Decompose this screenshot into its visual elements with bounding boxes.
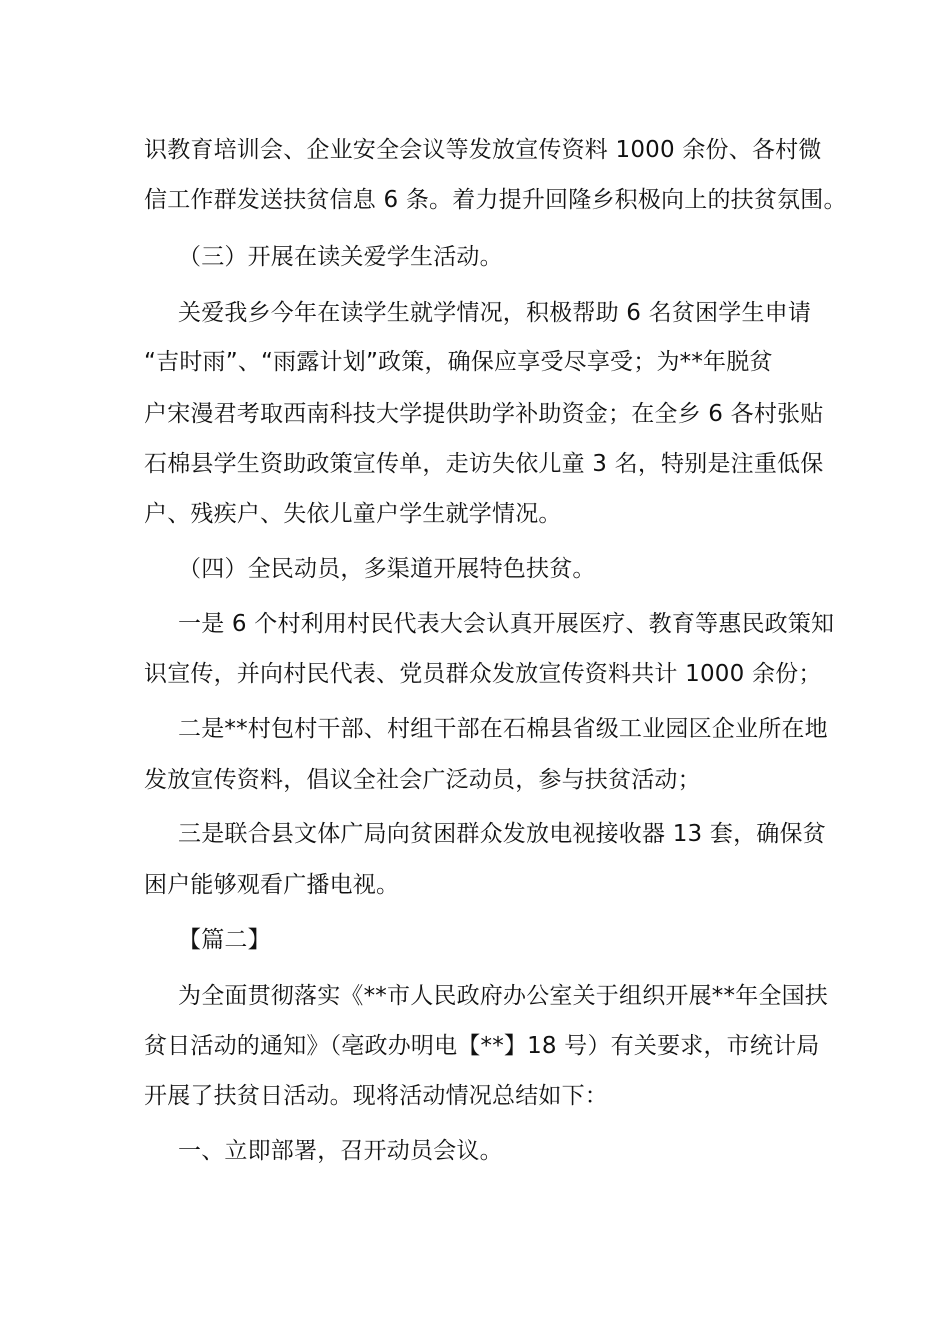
text-line: 困户能够观看广播电视。 <box>144 872 400 898</box>
text-line: 石棉县学生资助政策宣传单，走访失依儿童 3 名，特别是注重低保 <box>144 451 824 477</box>
text-line: 信工作群发送扶贫信息 6 条。着力提升回隆乡积极向上的扶贫氛围。 <box>144 187 847 213</box>
text-line: 户宋漫君考取西南科技大学提供助学补助资金；在全乡 6 各村张贴 <box>144 401 824 427</box>
part-heading: 【篇二】 <box>178 927 271 953</box>
text-line: 识教育培训会、企业安全会议等发放宣传资料 1000 余份、各村微 <box>144 137 822 163</box>
text-line: 发放宣传资料，倡议全社会广泛动员，参与扶贫活动； <box>144 767 701 793</box>
text-line: 二是**村包村干部、村组干部在石棉县省级工业园区企业所在地 <box>178 716 828 742</box>
section-heading: （三）开展在读关爱学生活动。 <box>178 244 503 270</box>
text-line: 为全面贯彻落实《**市人民政府办公室关于组织开展**年全国扶 <box>178 983 828 1009</box>
text-line: 识宣传，并向村民代表、党员群众发放宣传资料共计 1000 余份； <box>144 661 822 687</box>
section-heading: （四）全民动员，多渠道开展特色扶贫。 <box>178 556 596 582</box>
text-line: 户、残疾户、失依儿童户学生就学情况。 <box>144 501 562 527</box>
text-line: 关爱我乡今年在读学生就学情况，积极帮助 6 名贫困学生申请 <box>178 300 812 326</box>
text-line: 开展了扶贫日活动。现将活动情况总结如下： <box>144 1083 608 1109</box>
text-line: 一是 6 个村利用村民代表大会认真开展医疗、教育等惠民政策知 <box>178 611 835 637</box>
text-line: 贫日活动的通知》（亳政办明电【**】18 号）有关要求，市统计局 <box>144 1033 820 1059</box>
section-heading: 一、立即部署，召开动员会议。 <box>178 1138 503 1164</box>
text-line: “吉时雨”、“雨露计划”政策，确保应享受尽享受；为**年脱贫 <box>144 349 773 375</box>
text-line: 三是联合县文体广局向贫困群众发放电视接收器 13 套，确保贫 <box>178 821 826 847</box>
